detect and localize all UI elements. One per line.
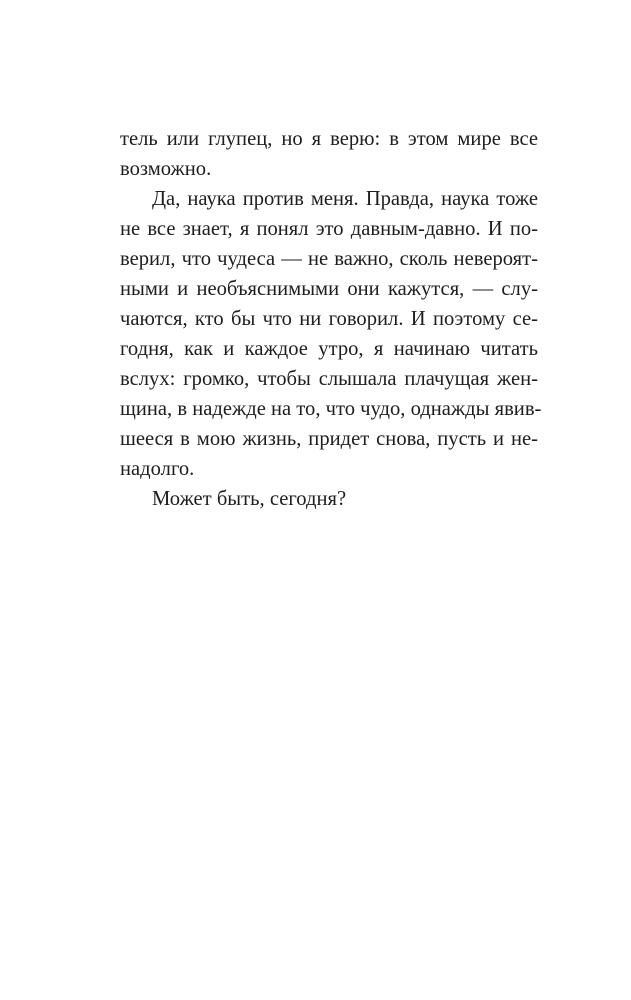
text-line: шееся в мою жизнь, придет снова, пусть и не- <box>120 428 538 450</box>
paragraph-first-line: Да, наука против меня. Правда, наука тоже <box>152 188 538 210</box>
text-line: надолго. <box>120 458 195 480</box>
text-line: не все знает, я понял это давным-давно. И по- <box>120 218 538 240</box>
text-line: вслух: громко, чтобы слышала плачущая жен- <box>120 368 538 390</box>
paragraph-first-line: Может быть, сегодня? <box>152 488 347 510</box>
text-line: щина, в надежде на то, что чудо, однажды явив- <box>120 398 542 420</box>
text-line: возможно. <box>120 158 212 180</box>
text-line: ными и необъяснимыми они кажутся, — слу- <box>120 278 538 300</box>
text-line: чаются, кто бы что ни говорил. И поэтому се- <box>120 308 538 330</box>
text-line: годня, как и каждое утро, я начинаю читать <box>120 338 538 360</box>
text-line: тель или глупец, но я верю: в этом мире все <box>120 128 538 150</box>
text-line: верил, что чудеса — не важно, сколь невероят- <box>120 248 538 270</box>
